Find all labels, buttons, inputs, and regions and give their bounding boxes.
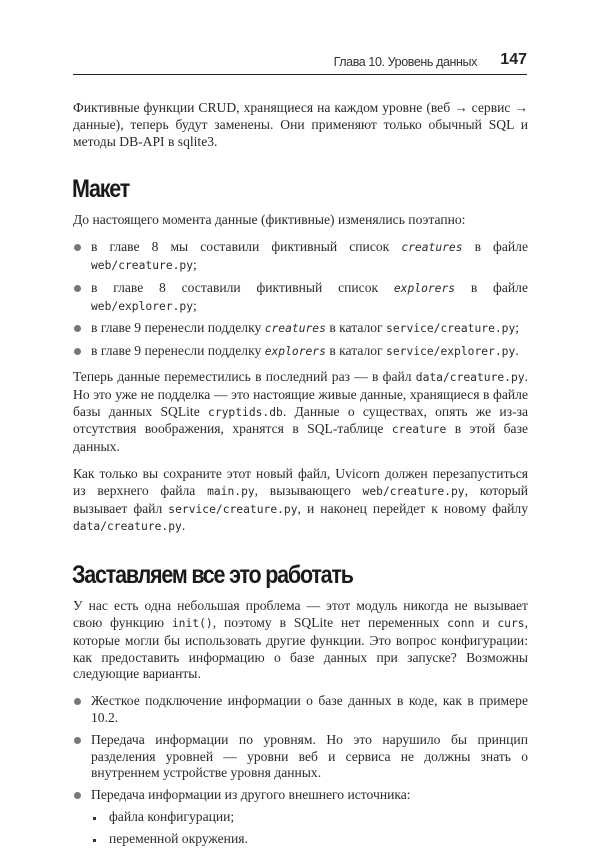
text-run: . Данные о существах, опять же из-за отсутствия воображения, хранятся в SQL-таблице [73,403,528,437]
bullet-icon [74,244,81,251]
list-item [73,280,528,316]
list-item-text [91,280,528,313]
text-run: ; [193,297,197,313]
text-run: , которые могли бы использовать другие функции. Это вопрос конфигурации: как предоставить информацию о базе данных при запуске? Возможны следующие варианты. [73,614,528,682]
text-run: в файле [462,239,528,255]
text-run: ; [515,320,520,336]
sub-bullet-icon [93,817,96,820]
list-item-text [91,239,528,272]
sub-bullet-icon [93,839,96,842]
inline-code: conn [447,616,475,630]
text-run: У нас есть одна небольшая проблема — этот модуль никогда не вызывает свою функцию [73,598,528,630]
text-run: в главе 8 мы составили фиктивный список [91,239,402,255]
lead-paragraph [73,212,528,229]
uvicorn-paragraph [73,466,528,536]
list-item [73,239,528,275]
inline-code: main.py [207,484,255,498]
text-run: Фиктивные функции CRUD, хранящиеся на каждом уровне (веб → сервис → данные), теперь будут заменены. Они применяют только обычный SQL и методы DB-API в sqlite3. [73,100,528,149]
text-run: . [181,518,186,534]
inline-code: service/creature.py [386,322,516,336]
text-run: переменной окружения. [109,830,248,846]
bullet-icon [74,348,81,355]
text-run: в файле [455,279,528,295]
bullet-icon [74,285,81,292]
bullet-icon [74,792,81,799]
list-item-text [91,320,519,335]
bullet-icon [74,325,81,332]
running-header [73,50,527,75]
text-run: и [474,614,498,630]
sub-list-item [73,809,528,826]
text-run: До настоящего момента данные (фиктивные) изменялись поэтапно: [73,212,466,228]
text-run: в главе 9 перенесли подделку [91,343,265,359]
list-item [73,732,528,782]
text-run: . [515,343,519,359]
section-heading-maket: Макет [72,175,130,204]
emphasized-code: explorers [264,345,326,359]
bullet-list-options [73,693,528,847]
emphasized-code: creatures [264,322,326,336]
text-run: , который вызывает файл [73,482,528,516]
list-item-text [91,343,519,358]
emphasized-code: explorers [393,281,456,295]
text-run: Теперь данные переместились в последний раз — в файл [73,368,416,384]
text-run: в главе 8 составили фиктивный список [91,279,394,295]
text-run: , поэтому в SQLite нет переменных [212,614,448,630]
chapter-title: Глава 10. Уровень данных [333,55,477,69]
text-run: Передача информации по уровням. Но это нарушило бы принцип разделения уровней — уровни веб и сервиса не должны знать о внутреннем устройстве уровня данных. [91,731,528,781]
bullet-list-stages [73,239,528,361]
text-run: в каталог [325,343,387,359]
inline-code: curs [497,616,525,630]
emphasized-code: creatures [401,241,463,255]
list-item-text [91,693,528,725]
problem-paragraph [73,598,528,683]
text-run: в каталог [325,320,387,336]
list-item-text [109,809,234,824]
list-item [73,693,528,727]
data-moved-paragraph [73,369,528,456]
inline-code: init() [171,616,213,630]
text-run: Как только вы сохраните этот новый файл, Uvicorn должен перезапуститься из верхнего файла [73,465,528,498]
list-item-text [109,831,248,846]
inline-code: cryptids.db [208,405,283,419]
sub-list-item [73,831,528,848]
text-run: , и наконец перейдет к новому файлу [297,500,529,516]
list-item [73,320,528,338]
intro-paragraph [73,100,528,150]
bullet-icon [74,737,81,744]
text-run: файла конфигурации; [109,808,235,824]
page-number: 147 [500,51,527,68]
section-heading-making-it-work: Заставляем все это работать [72,561,353,590]
inline-code: web/creature.py [91,258,194,272]
bullet-icon [74,698,81,705]
text-run: Жесткое подключение информации о базе данных в коде, как в примере 10.2. [91,693,528,725]
text-run: Передача информации из другого внешнего источника: [91,787,411,803]
page-body [73,100,528,856]
list-item-text [91,732,528,781]
text-run: , вызывающего [254,482,363,498]
list-item [73,343,528,361]
inline-code: web/explorer.py [91,299,194,313]
inline-code: service/creature.py [168,502,298,516]
list-item-text [91,787,411,802]
text-run: в главе 9 перенесли подделку [91,320,265,336]
inline-code: data/creature.py [415,370,525,384]
inline-code: service/explorer.py [386,345,516,359]
text-run: . Но это уже не подделка — это настоящие живые данные, хранящиеся в файле базы данных SQLite [73,368,528,419]
text-run: ; [193,256,197,272]
inline-code: web/creature.py [362,484,465,498]
inline-code: data/creature.py [73,520,182,534]
inline-code: creature [391,423,447,437]
list-item [73,787,528,804]
text-run: в этой базе данных. [73,421,528,455]
